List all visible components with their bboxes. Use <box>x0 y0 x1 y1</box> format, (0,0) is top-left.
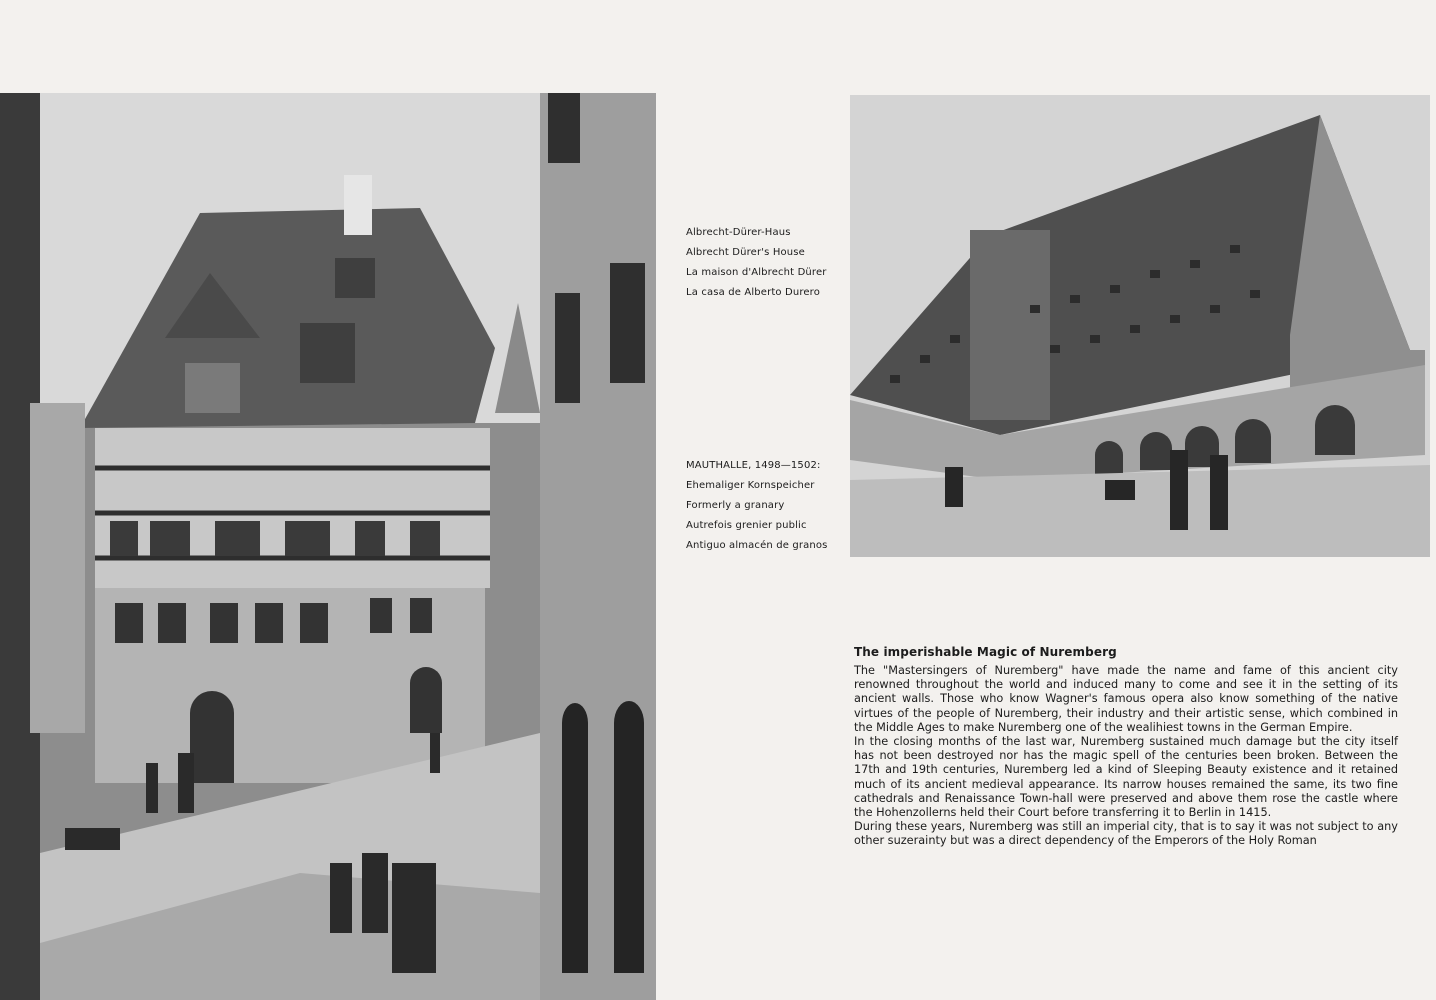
caption-line: Ehemaliger Kornspeicher <box>686 480 815 491</box>
caption-line: La casa de Alberto Durero <box>686 287 820 298</box>
caption-line: Formerly a granary <box>686 500 785 511</box>
caption-durer-house <box>686 223 827 303</box>
caption-mauthalle <box>686 456 827 556</box>
article-paragraph: The "Mastersingers of Nuremberg" have made the name and fame of this ancient city renowned throughout the world and induced many to come and see it in the setting of its ancient walls. Those who know Wagner's famous opera also know something of the native virtues of the people of Nuremberg, their industry and their artistic sense, which combined in the Middle Ages to make Nuremberg one of the wealihiest towns in the German Empire. <box>854 664 1398 734</box>
caption-line: Antiguo almacén de granos <box>686 540 828 551</box>
article-title: The imperishable Magic of Nuremberg <box>854 645 1117 659</box>
photo-albrecht-durer-house <box>0 93 656 1000</box>
caption-line: Albrecht Dürer's House <box>686 247 805 258</box>
caption-line: Albrecht-Dürer-Haus <box>686 227 791 238</box>
article <box>854 645 1398 849</box>
caption-line: MAUTHALLE, 1498—1502: <box>686 460 821 471</box>
caption-line: Autrefois grenier public <box>686 520 807 531</box>
caption-line: La maison d'Albrecht Dürer <box>686 267 827 278</box>
photo-mauthalle <box>850 95 1430 557</box>
article-paragraph: In the closing months of the last war, Nuremberg sustained much damage but the city itself has not been destroyed nor has the magic spell of the centuries been broken. Between the 17th and 19th centuries, Nuremberg led a kind of Sleeping Beauty existence and it retained much of its ancient medieval appearance. Its narrow houses remained the same, its two fine cathedrals and Renaissance Town-hall were preserved and above them rose the castle where the Hohenzollerns held their Court before transferring it to Berlin in 1415. <box>854 735 1398 820</box>
article-paragraph: During these years, Nuremberg was still an imperial city, that is to say it was not subject to any other suzerainty but was a direct dependency of the Emperors of the Holy Roman <box>854 820 1398 848</box>
